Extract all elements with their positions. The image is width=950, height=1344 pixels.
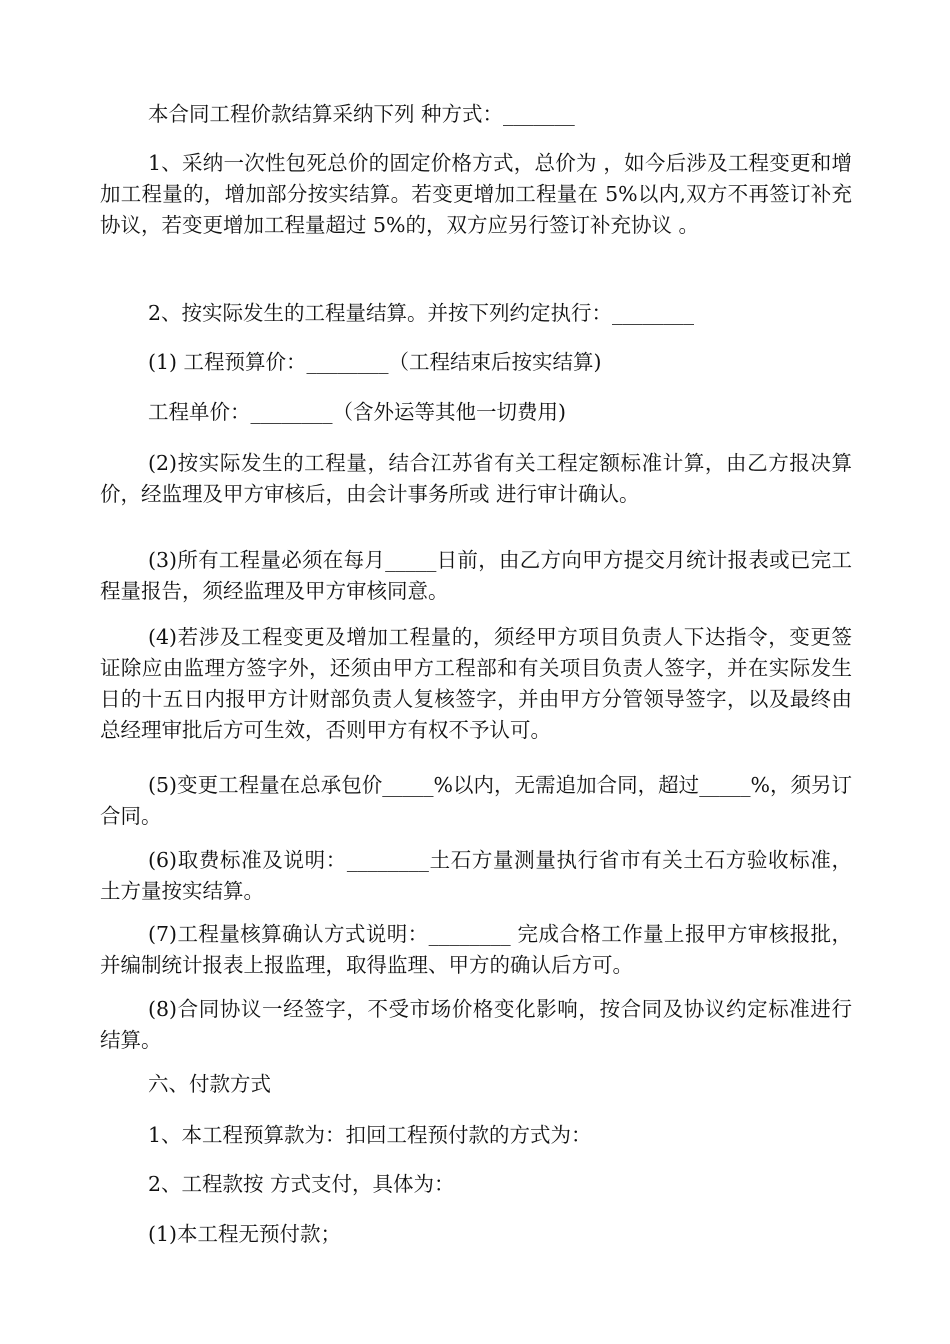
- section-heading-payment: 六、付款方式: [148, 1072, 271, 1096]
- paragraph-item-8: (8)合同协议一经签字，不受市场价格变化影响，按合同及协议约定标准进行结算。: [100, 997, 852, 1052]
- paragraph-item-2: (2)按实际发生的工程量，结合江苏省有关工程定额标准计算，由乙方报决算价，经监理及甲方审核后，由会计事务所或 进行审计确认。: [100, 451, 852, 506]
- paragraph-unit-price: 工程单价：________（含外运等其他一切费用): [148, 400, 566, 424]
- paragraph-item-3: (3)所有工程量必须在每月_____日前，由乙方向甲方提交月统计报表或已完工程量报告，须经监理及甲方审核同意。: [100, 548, 852, 603]
- paragraph-item-6: (6)取费标准及说明：________土石方量测量执行省市有关土石方验收标准，土方量按实结算。: [100, 848, 852, 903]
- paragraph-payment-1: 1、本工程预算款为：扣回工程预付款的方式为：: [148, 1123, 592, 1147]
- paragraph-lump-sum: 1、采纳一次性包死总价的固定价格方式，总价为 ，如今后涉及工程变更和增加工程量的，增加部分按实结算。若变更增加工程量在 5%以内,双方不再签订补充协议，若变更增加工程量超过 5%的，双方应另行签订补充协议 。: [100, 151, 852, 237]
- paragraph-actual-quantity: 2、按实际发生的工程量结算。并按下列约定执行：________: [148, 301, 695, 325]
- paragraph-item-7: (7)工程量核算确认方式说明：________ 完成合格工作量上报甲方审核报批，并编制统计报表上报监理，取得监理、甲方的确认后方可。: [100, 922, 852, 977]
- paragraph-payment-2: 2、工程款按 方式支付，具体为：: [148, 1172, 455, 1196]
- paragraph-item-4: (4)若涉及工程变更及增加工程量的，须经甲方项目负责人下达指令，变更签证除应由监理方签字外，还须由甲方工程部和有关项目负责人签字，并在实际发生日的十五日内报甲方计财部负责人复核签字，并由甲方分管领导签字，以及最终由总经理审批后方可生效，否则甲方有权不予认可。: [100, 625, 852, 742]
- paragraph-item-5: (5)变更工程量在总承包价_____%以内，无需追加合同，超过_____%，须另订合同。: [100, 773, 852, 828]
- paragraph-payment-2-1: (1)本工程无预付款；: [148, 1222, 342, 1246]
- paragraph-budget-price: (1) 工程预算价：________（工程结束后按实结算): [148, 350, 602, 374]
- paragraph-settlement-methods: 本合同工程价款结算采纳下列 种方式：_______: [148, 102, 575, 126]
